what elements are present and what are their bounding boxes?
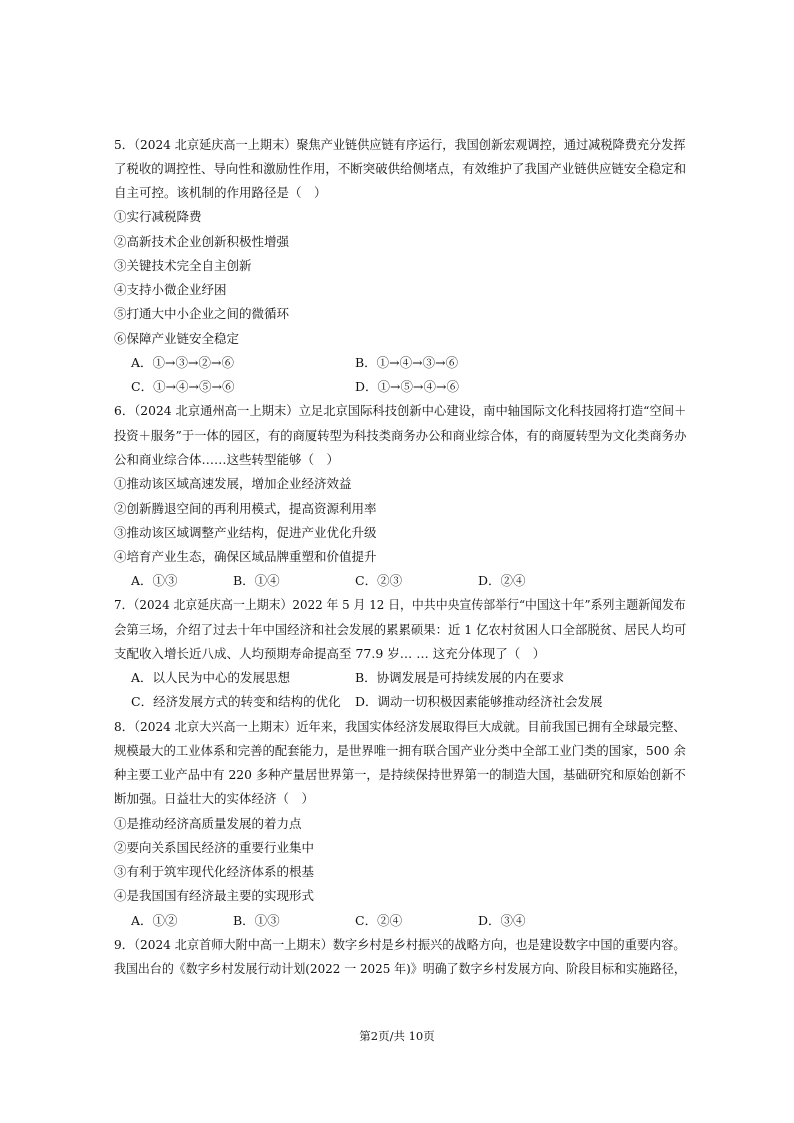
q9-stem-line-2: 我国出台的《数字乡村发展行动计划(2022 一 2025 年)》明确了数字乡村发展方向、阶段目标和实施路径， xyxy=(114,961,686,976)
q5-stem-line-1: 5．（2024 北京延庆高一上期末）聚焦产业链供应链有序运行，我国创新宏观调控，通过减税降费充分发挥 xyxy=(114,137,686,152)
q8-option-b: B．①③ xyxy=(233,913,280,928)
q6-option-c: C．②③ xyxy=(355,573,403,588)
q7-option-d: D．调动一切积极因素能够推动经济社会发展 xyxy=(355,694,603,709)
q5-item-2: ②高新技术企业创新积极性增强 xyxy=(114,234,290,249)
q7-option-c: C．经济发展方式的转变和结构的优化 xyxy=(131,694,341,709)
q6-stem-line-1: 6．（2024 北京通州高一上期末）立足北京国际科技创新中心建设，南中轴国际文化科技园将打造“空间＋ xyxy=(114,403,687,418)
q5-option-a: A．①→③→②→⑥ xyxy=(131,355,234,370)
q7-stem-line-2: 会第三场，介绍了过去十年中国经济和社会发展的累累硕果：近 1 亿农村贫困人口全部脱贫、居民人均可 xyxy=(114,622,687,637)
q8-option-d: D．③④ xyxy=(478,913,526,928)
q5-option-d: D．①→⑤→④→⑥ xyxy=(355,379,459,394)
q7-option-b: B．协调发展是可持续发展的内在要求 xyxy=(355,670,565,685)
q8-stem-line-2: 规模最大的工业体系和完善的配套能力，是世界唯一拥有联合国产业分类中全部工业门类的国家，500 余 xyxy=(114,743,686,758)
q6-item-3: ③推动该区域调整产业结构，促进产业优化升级 xyxy=(114,525,377,540)
q6-item-4: ④培育产业生态，确保区域品牌重塑和价值提升 xyxy=(114,549,377,564)
q6-stem-line-2: 投资＋服务”于一体的园区，有的商厦转型为科技类商务办公和商业综合体，有的商厦转型为文化类商务办 xyxy=(114,428,687,443)
q7-stem-line-1: 7．（2024 北京延庆高一上期末）2022 年 5 月 12 日，中共中央宣传部举行“中国这十年”系列主题新闻发布 xyxy=(114,597,686,612)
q6-option-a: A．①③ xyxy=(131,573,178,588)
q6-stem-line-3: 公和商业综合体……这些转型能够（ ） xyxy=(114,452,340,467)
q8-stem-line-4: 断加强。日益壮大的实体经济（ ） xyxy=(114,791,315,806)
q8-item-4: ④是我国国有经济最主要的实现形式 xyxy=(114,888,315,903)
q8-stem-line-1: 8．（2024 北京大兴高一上期末）近年来，我国实体经济发展取得巨大成就。目前我国已拥有全球最完整、 xyxy=(114,719,686,734)
q6-option-b: B．①④ xyxy=(233,573,280,588)
q7-option-a: A．以人民为中心的发展思想 xyxy=(131,670,291,685)
q5-item-4: ④支持小微企业纾困 xyxy=(114,282,227,297)
q5-option-b: B．①→④→③→⑥ xyxy=(355,355,459,370)
q6-item-2: ②创新腾退空间的再利用模式，提高资源利用率 xyxy=(114,501,377,516)
q9-stem-line-1: 9．（2024 北京首师大附中高一上期末）数字乡村是乡村振兴的战略方向，也是建设数字中国的重要内容。 xyxy=(114,937,686,952)
q6-option-d: D．②④ xyxy=(478,573,526,588)
q5-stem-line-2: 了税收的调控性、导向性和激励性作用，不断突破供给侧堵点，有效维护了我国产业链供应链安全稳定和 xyxy=(114,161,687,176)
q5-option-c: C．①→④→⑤→⑥ xyxy=(131,379,235,394)
q8-item-2: ②要向关系国民经济的重要行业集中 xyxy=(114,840,315,855)
q6-item-1: ①推动该区域高速发展，增加企业经济效益 xyxy=(114,476,352,491)
q8-stem-line-3: 种主要工业产品中有 220 多种产量居世界第一，是持续保持世界第一的制造大国，基础研究和原始创新不 xyxy=(114,767,686,782)
q8-item-3: ③有利于筑牢现代化经济体系的根基 xyxy=(114,864,315,879)
q8-item-1: ①是推动经济高质量发展的着力点 xyxy=(114,816,302,831)
q8-option-a: A．①② xyxy=(131,913,178,928)
q5-item-3: ③关键技术完全自主创新 xyxy=(114,258,252,273)
q5-item-6: ⑥保障产业链安全稳定 xyxy=(114,331,240,346)
page-number: 第2页/共 10页 xyxy=(359,1029,435,1043)
q5-stem-line-3: 自主可控。该机制的作用路径是（ ） xyxy=(114,185,327,200)
q5-item-1: ①实行减税降费 xyxy=(114,209,202,224)
q8-option-c: C．②④ xyxy=(355,913,403,928)
q7-stem-line-3: 支配收入增长近八成、人均预期寿命提高至 77.9 岁… … 这充分体现了（ ） xyxy=(114,646,546,661)
q5-item-5: ⑤打通大中小企业之间的微循环 xyxy=(114,306,290,321)
